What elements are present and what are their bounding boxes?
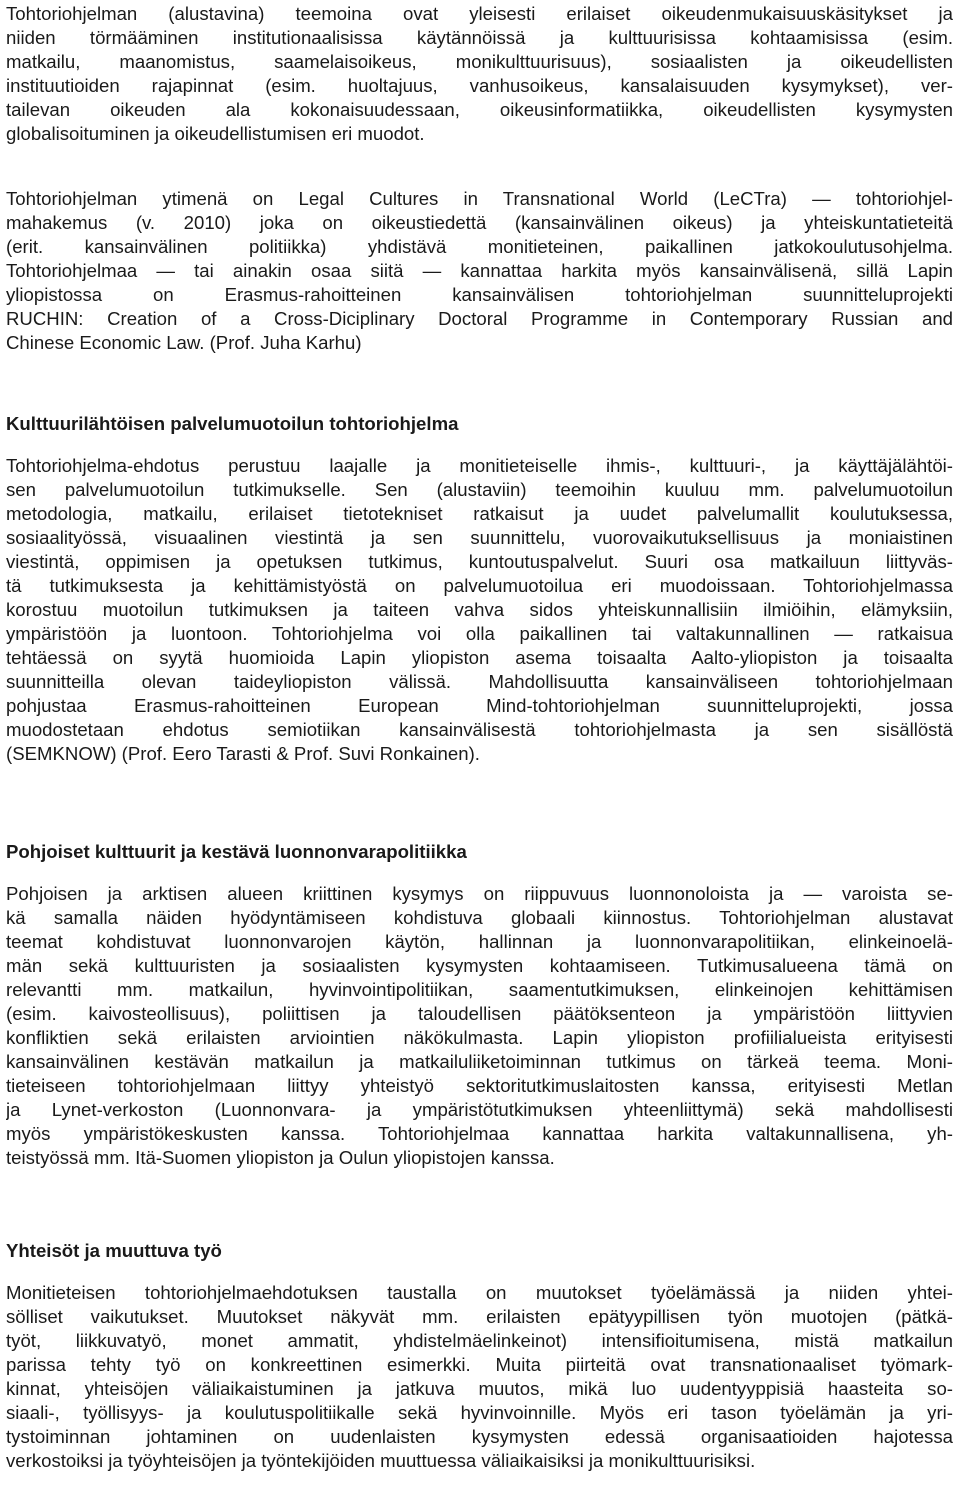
text-line: pohjustaa Erasmus-rahoitteinen European Mind-tohtoriohjelman suunnitteluprojekti, jossa xyxy=(6,695,953,716)
text-line: matkailu, maanomistus, saamelaisoikeus, monikulttuurisuus), sosiaalisten ja oikeudellisten xyxy=(6,51,953,72)
text-line: yliopistossa on Erasmus-rahoitteinen kansainvälisen tohtoriohjelman suunnitteluprojekti xyxy=(6,284,953,305)
text-line: (erit. kansainvälinen politiikka) yhdistävä monitieteinen, paikallinen jatkokoulutusohjelma. xyxy=(6,236,953,257)
text-line: kinnat, yhteisöjen väliaikaistuminen ja jatkuva muutos, mikä luo uudentyyppisiä haasteita so- xyxy=(6,1378,953,1399)
text-line: muodostetaan ehdotus semiotiikan kansainvälisestä tohtoriohjelmasta ja sen sisällöstä xyxy=(6,719,953,740)
text-line: (esim. kaivosteollisuus), poliittisen ja taloudellisen päätöksenteon ja ympäristöön liittyvien xyxy=(6,1003,953,1024)
section-service-design xyxy=(6,412,953,766)
text-line: (SEMKNOW) (Prof. Eero Tarasti & Prof. Suvi Ronkainen). xyxy=(6,743,480,764)
text-line: sosiaalityössä, visuaalinen viestintä ja sen suunnittelu, vuorovaikutuksellisuus ja moniaistinen xyxy=(6,527,953,548)
text-line: Tohtoriohjelmaa — tai ainakin osaa siitä — kannattaa harkita myös kansainvälisenä, sillä Lapin xyxy=(6,260,953,281)
text-line: parissa tehty työ on konkreettinen esimerkki. Muita piirteitä ovat transnationaaliset työmark- xyxy=(6,1354,953,1375)
text-line: Tohtoriohjelman ytimenä on Legal Cultures in Transnational World (LeCTra) — tohtoriohjel- xyxy=(6,188,953,209)
text-line: tä tutkimuksesta ja kehittämistyöstä on palvelumuotoilua eri muodoissaan. Tohtoriohjelmassa xyxy=(6,575,953,596)
section-communities-work xyxy=(6,1239,953,1473)
text-line: viestintä, oppimisen ja opetuksen tutkimus, kuntoutuspalvelut. Suuri osa matkailuun liittyväs- xyxy=(6,551,953,572)
text-line: män sekä kulttuuristen ja sosiaalisten kysymysten kohtaamiseen. Tutkimusalueena tämä on xyxy=(6,955,953,976)
text-line: globalisoituminen ja oikeudellistumisen eri muodot. xyxy=(6,123,425,144)
text-line: Chinese Economic Law. (Prof. Juha Karhu) xyxy=(6,332,362,353)
section-northern-cultures xyxy=(6,840,953,1170)
text-line: myös ympäristökeskusten kanssa. Tohtoriohjelmaa kannattaa harkita valtakunnallisena, yh- xyxy=(6,1123,953,1144)
text-line: tailevan oikeuden ala kokonaisuudessaan, oikeusinformatiikka, oikeudellisten kysymysten xyxy=(6,99,953,120)
section-heading: Pohjoiset kulttuurit ja kestävä luonnonvarapolitiikka xyxy=(6,841,467,862)
text-line: mahakemus (v. 2010) joka on oikeustiedettä (kansainvälinen oikeus) ja yhteiskuntatieteitä xyxy=(6,212,953,233)
text-line: Tohtoriohjelma-ehdotus perustuu laajalle ja monitieteiselle ihmis-, kulttuuri-, ja käyttäjälähtöi- xyxy=(6,455,953,476)
text-line: Pohjoisen ja arktisen alueen kriittinen kysymys on riippuvuus luonnonoloista ja — varoista se- xyxy=(6,883,953,904)
text-line: korostuu muotoilun tutkimuksen ja taiteen vahva sidos yhteiskunnallisiin ilmiöihin, elämyksiin, xyxy=(6,599,953,620)
text-line: tystoiminnan johtaminen on uudenlaisten kysymysten edessä organisaatioiden hajotessa xyxy=(6,1426,953,1447)
text-line: sen palvelumuotoilun tutkimukselle. Sen (alustaviin) teemoihin kuuluu mm. palvelumuotoilun xyxy=(6,479,953,500)
text-line: metodologia, matkailu, erilaiset tietotekniset ratkaisut ja uudet palvelumallit koulutuksessa, xyxy=(6,503,953,524)
text-line: relevantti mm. matkailun, hyvinvointipolitiikan, saamentutkimuksen, elinkeinojen kehittämisen xyxy=(6,979,953,1000)
text-line: niiden törmääminen institutionaalisissa käytännöissä ja kulttuurisissa kohtaamisissa (esim. xyxy=(6,27,953,48)
text-line: ympäristöön ja luontoon. Tohtoriohjelma voi olla paikallinen tai valtakunnallinen — ratkaisua xyxy=(6,623,953,644)
text-line: suunnitteilla olevan taideyliopiston välissä. Mahdollisuutta kansainväliseen tohtoriohjelmaan xyxy=(6,671,953,692)
paragraph-themes xyxy=(6,2,953,146)
text-line: Tohtoriohjelman (alustavina) teemoina ovat yleisesti erilaiset oikeudenmukaisuuskäsitykset ja xyxy=(6,3,953,24)
text-line: instituutioiden rajapinnat (esim. huoltajuus, vanhusoikeus, kansalaisuuden kysymykset), ver- xyxy=(6,75,953,96)
text-line: teemat kohdistuvat luonnonvarojen käytön, hallinnan ja luonnonvarapolitiikan, elinkeinoelä- xyxy=(6,931,953,952)
text-line: tehtäessä on syytä huomioida Lapin yliopiston asema toisaalta Aalto-yliopiston ja toisaalta xyxy=(6,647,953,668)
text-line: sölliset vaikutukset. Muutokset näkyvät mm. erilaisten epätyypillisen työn muotojen (pätkä- xyxy=(6,1306,953,1327)
section-heading: Kulttuurilähtöisen palvelumuotoilun tohtoriohjelma xyxy=(6,413,459,434)
text-line: siaali-, työllisyys- ja koulutuspolitiikalle sekä hyvinvoinnille. Myös eri tason työelämän ja yri- xyxy=(6,1402,953,1423)
text-line: RUCHIN: Creation of a Cross-Diciplinary Doctoral Programme in Contemporary Russian and xyxy=(6,308,953,329)
text-line: kä samalla näiden hyödyntämiseen kohdistuva globaali kiinnostus. Tohtoriohjelman alustavat xyxy=(6,907,953,928)
text-line: verkostoiksi ja työyhteisöjen ja työntekijöiden muuttuessa väliaikaisiksi ja monikulttuurisiksi. xyxy=(6,1450,756,1471)
text-line: teistyössä mm. Itä-Suomen yliopiston ja Oulun yliopistojen kanssa. xyxy=(6,1147,555,1168)
paragraph-lectra xyxy=(6,187,953,355)
text-line: tieteiseen tohtoriohjelmaan liittyy yhteistyö sektoritutkimuslaitosten kanssa, erityisesti Metlan xyxy=(6,1075,953,1096)
text-line: työt, liikkuvatyö, monet ammatit, yhdistelmäelinkeinot) intensifioitumisena, mistä matkailun xyxy=(6,1330,953,1351)
text-line: konfliktien sekä erilaisten arviointien näkökulmasta. Lapin yliopiston profiilialueista erityisesti xyxy=(6,1027,953,1048)
text-line: kansainvälinen kestävän matkailun ja matkailuliiketoiminnan tutkimus on tärkeä teema. Moni- xyxy=(6,1051,953,1072)
section-heading: Yhteisöt ja muuttuva työ xyxy=(6,1240,222,1261)
text-line: Monitieteisen tohtoriohjelmaehdotuksen taustalla on muutokset työelämässä ja niiden yhtei- xyxy=(6,1282,953,1303)
text-line: ja Lynet-verkoston (Luonnonvara- ja ympäristötutkimuksen yhteenliittymä) sekä mahdollisesti xyxy=(6,1099,953,1120)
